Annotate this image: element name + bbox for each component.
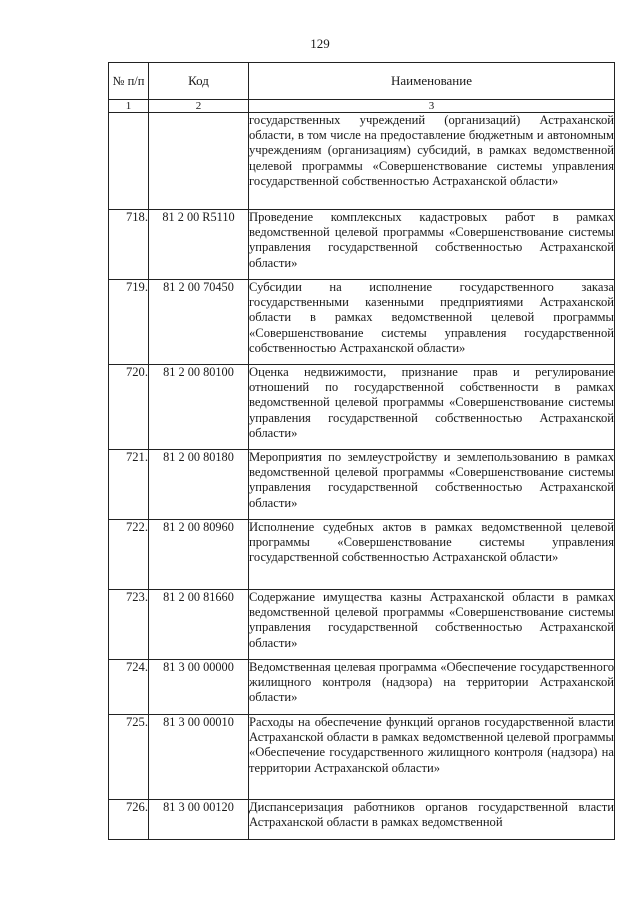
row-name: Содержание имущества казны Астраханской области в рамках ведомственной целевой программы «Совершенствование системы управления государственной собственностью Астраханской области» <box>249 590 615 660</box>
row-name: Оценка недвижимости, признание прав и регулирование отношений по государственной собственности в рамках ведомственной целевой программы «Совершенствование системы управления государственной собственностью Астраханской области» <box>249 365 615 450</box>
row-name: Исполнение судебных актов в рамках ведомственной целевой программы «Совершенствование системы управления государственной собственностью Астраханской области» <box>249 520 615 590</box>
table-row <box>109 113 615 210</box>
table-header-row <box>109 63 615 100</box>
row-code: 81 2 00 80180 <box>149 450 249 520</box>
row-code: 81 2 00 80100 <box>149 365 249 450</box>
row-num: 721. <box>109 450 149 520</box>
table-row <box>109 520 615 590</box>
row-code: 81 2 00 R5110 <box>149 210 249 280</box>
row-num: 724. <box>109 660 149 715</box>
row-num: 725. <box>109 715 149 800</box>
table-row <box>109 450 615 520</box>
row-code: 81 3 00 00120 <box>149 800 249 840</box>
row-num: 719. <box>109 280 149 365</box>
row-num: 723. <box>109 590 149 660</box>
row-name: Субсидии на исполнение государственного заказа государственными казенными предприятиями Астраханской области в рамках ведомственной целевой программы «Совершенствование системы управления государственной собственностью Астраханской области» <box>249 280 615 365</box>
table-row <box>109 590 615 660</box>
row-num: 720. <box>109 365 149 450</box>
column-index: 2 <box>149 100 249 113</box>
column-index-row <box>109 100 615 113</box>
header-name: Наименование <box>249 63 615 100</box>
row-code: 81 2 00 80960 <box>149 520 249 590</box>
row-num: 718. <box>109 210 149 280</box>
table-row <box>109 365 615 450</box>
header-code: Код <box>149 63 249 100</box>
row-code: 81 2 00 70450 <box>149 280 249 365</box>
table-row <box>109 280 615 365</box>
table-row <box>109 660 615 715</box>
table-row <box>109 210 615 280</box>
registry-table <box>108 62 615 840</box>
row-code: 81 3 00 00000 <box>149 660 249 715</box>
row-name: Диспансеризация работников органов государственной власти Астраханской области в рамках ведомственной <box>249 800 615 840</box>
row-num <box>109 113 149 210</box>
row-num: 722. <box>109 520 149 590</box>
row-code: 81 2 00 81660 <box>149 590 249 660</box>
row-name: Мероприятия по землеустройству и землепользованию в рамках ведомственной целевой программы «Совершенствование системы управления государственной собственностью Астраханской области» <box>249 450 615 520</box>
column-index: 3 <box>249 100 615 113</box>
header-num: № п/п <box>109 63 149 100</box>
row-name: государственных учреждений (организаций) Астраханской области, в том числе на предоставление бюджетным и автономным учреждениям (организациям) субсидий, в рамках ведомственной целевой программы «Совершенствование системы управления государственной собственностью Астраханской области» <box>249 113 615 210</box>
row-name: Ведомственная целевая программа «Обеспечение государственного жилищного контроля (надзора) на территории Астраханской области» <box>249 660 615 715</box>
row-name: Расходы на обеспечение функций органов государственной власти Астраханской области в рамках ведомственной целевой программы «Обеспечение государственного жилищного контроля (надзора) на территории Астраханской области» <box>249 715 615 800</box>
table-row <box>109 800 615 840</box>
row-name: Проведение комплексных кадастровых работ в рамках ведомственной целевой программы «Совершенствование системы управления государственной собственностью Астраханской области» <box>249 210 615 280</box>
row-num: 726. <box>109 800 149 840</box>
table-row <box>109 715 615 800</box>
column-index: 1 <box>109 100 149 113</box>
row-code: 81 3 00 00010 <box>149 715 249 800</box>
row-code <box>149 113 249 210</box>
page-number: 129 <box>310 36 330 51</box>
